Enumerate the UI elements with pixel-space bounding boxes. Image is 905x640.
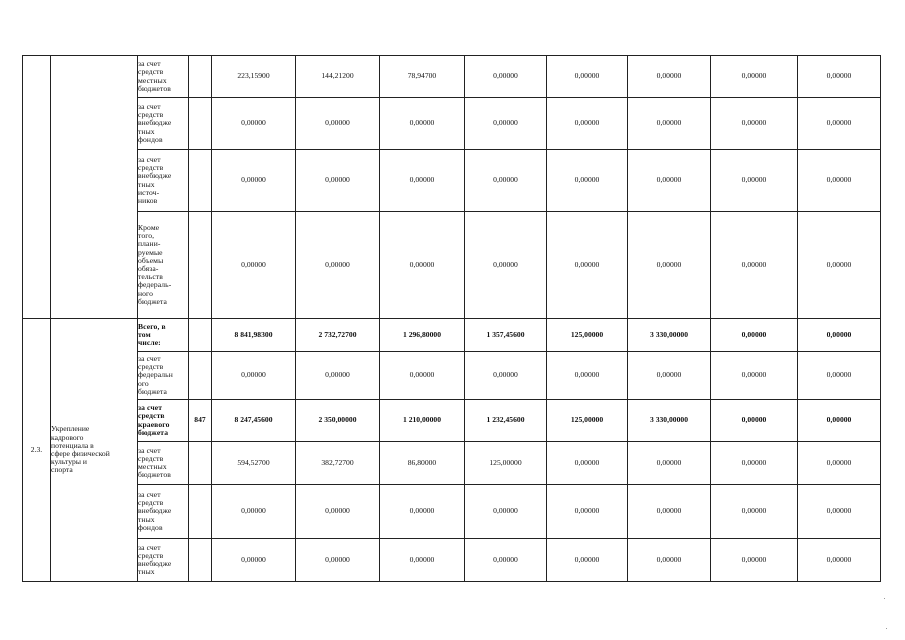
funding-source-line: бюджета: [138, 386, 168, 396]
budget-code: [189, 352, 212, 400]
amount-cell: 0,00000: [711, 352, 798, 400]
amount-cell: 0,00000: [296, 212, 380, 319]
amount-cell: 1 357,45600: [465, 319, 547, 352]
amount-cell: 0,00000: [628, 539, 711, 582]
amount-cell: 0,00000: [798, 56, 881, 98]
amount-cell: 78,94700: [380, 56, 465, 98]
amount-cell: 0,00000: [798, 319, 881, 352]
budget-code: 847: [189, 400, 212, 442]
amount-cell: 0,00000: [798, 539, 881, 582]
amount-cell: 2 350,00000: [296, 400, 380, 442]
amount-cell: 0,00000: [380, 150, 465, 212]
table-row: [23, 400, 881, 442]
funding-source-line: местных: [138, 462, 167, 471]
amount-cell: 382,72700: [296, 442, 380, 485]
funding-source-line: средств: [138, 110, 164, 120]
amount-cell: 125,00000: [465, 442, 547, 485]
funding-source-line: тных: [138, 179, 155, 189]
amount-cell: 0,00000: [296, 352, 380, 400]
amount-cell: 86,80000: [380, 442, 465, 485]
amount-cell: 0,00000: [465, 352, 547, 400]
amount-cell: 0,00000: [711, 485, 798, 539]
table-row: [23, 56, 881, 98]
funding-source: [138, 212, 189, 319]
funding-source-line: за счет: [138, 489, 161, 499]
table-row: [23, 539, 881, 582]
amount-cell: 0,00000: [628, 212, 711, 319]
amount-cell: 0,00000: [628, 442, 711, 485]
funding-source-line: обяза-: [138, 264, 159, 273]
amount-cell: 0,00000: [296, 485, 380, 539]
item-name-line: кадрового: [51, 432, 84, 442]
budget-code: [189, 485, 212, 539]
funding-source-line: средств: [138, 67, 164, 77]
funding-source-line: средств: [138, 362, 164, 372]
amount-cell: 0,00000: [547, 98, 628, 150]
funding-source-line: тных: [138, 567, 155, 577]
budget-code: [189, 98, 212, 150]
amount-cell: 0,00000: [798, 352, 881, 400]
amount-cell: 0,00000: [465, 212, 547, 319]
amount-cell: 1 210,00000: [380, 400, 465, 442]
amount-cell: 0,00000: [547, 150, 628, 212]
funding-source-line: федеральн: [138, 370, 173, 380]
amount-cell: 0,00000: [711, 539, 798, 582]
amount-cell: 0,00000: [380, 352, 465, 400]
item-number-cell: [23, 56, 51, 319]
amount-cell: 0,00000: [465, 98, 547, 150]
amount-cell: 0,00000: [711, 442, 798, 485]
funding-source-line: внебюдже: [138, 171, 172, 181]
amount-cell: 0,00000: [212, 212, 296, 319]
amount-cell: 125,00000: [547, 319, 628, 352]
amount-cell: 0,00000: [547, 212, 628, 319]
funding-source-line: за счет: [138, 353, 161, 363]
funding-source: [138, 400, 189, 442]
amount-cell: 3 330,00000: [628, 319, 711, 352]
amount-cell: 0,00000: [798, 400, 881, 442]
amount-cell: 0,00000: [465, 150, 547, 212]
funding-source-line: средств: [138, 411, 165, 421]
amount-cell: 0,00000: [711, 319, 798, 352]
amount-cell: 1 232,45600: [465, 400, 547, 442]
funding-source: [138, 150, 189, 212]
amount-cell: 223,15900: [212, 56, 296, 98]
funding-source-line: фондов: [138, 522, 163, 532]
funding-source-line: того,: [138, 231, 155, 241]
amount-cell: 0,00000: [628, 98, 711, 150]
amount-cell: 0,00000: [798, 212, 881, 319]
amount-cell: 144,21200: [296, 56, 380, 98]
amount-cell: 0,00000: [465, 485, 547, 539]
item-name: [51, 319, 138, 582]
funding-source-line: за счет: [138, 154, 161, 164]
amount-cell: 0,00000: [547, 485, 628, 539]
funding-source-line: источ-: [138, 187, 160, 197]
amount-cell: 0,00000: [212, 539, 296, 582]
funding-source-line: плани-: [138, 239, 161, 249]
amount-cell: 0,00000: [296, 98, 380, 150]
amount-cell: 0,00000: [547, 442, 628, 485]
budget-code: [189, 56, 212, 98]
amount-cell: 0,00000: [628, 150, 711, 212]
item-name-line: культуры и: [51, 457, 87, 467]
budget-code: [189, 442, 212, 485]
funding-source-line: бюджета: [138, 427, 169, 437]
amount-cell: 594,52700: [212, 442, 296, 485]
amount-cell: 125,00000: [547, 400, 628, 442]
funding-source-line: местных: [138, 75, 167, 85]
funding-source-line: тных: [138, 126, 155, 136]
amount-cell: 0,00000: [711, 150, 798, 212]
budget-table-body: [23, 56, 881, 582]
funding-source-line: бюджетов: [138, 83, 171, 93]
table-row: [23, 442, 881, 485]
funding-source-line: объемы: [138, 255, 164, 265]
funding-source: [138, 352, 189, 400]
funding-source-line: внебюдже: [138, 506, 172, 516]
amount-cell: 8 841,98300: [212, 319, 296, 352]
funding-source: [138, 98, 189, 150]
table-row: [23, 319, 881, 352]
table-row: [23, 98, 881, 150]
amount-cell: 3 330,00000: [628, 400, 711, 442]
budget-code: [189, 539, 212, 582]
amount-cell: 2 732,72700: [296, 319, 380, 352]
table-row: [23, 150, 881, 212]
funding-source: [138, 442, 189, 485]
funding-source-line: за счет: [138, 542, 161, 552]
item-number: 2.3.: [23, 319, 51, 582]
item-name-line: потенциала в: [51, 440, 94, 450]
amount-cell: 0,00000: [798, 98, 881, 150]
funding-source-line: тных: [138, 514, 155, 524]
amount-cell: 0,00000: [380, 539, 465, 582]
amount-cell: 0,00000: [547, 352, 628, 400]
amount-cell: 0,00000: [212, 98, 296, 150]
funding-source-line: бюджета: [138, 296, 168, 306]
amount-cell: 0,00000: [711, 212, 798, 319]
amount-cell: 0,00000: [628, 485, 711, 539]
funding-source-line: Всего, в: [138, 321, 166, 331]
funding-source-line: за счет: [138, 403, 163, 413]
budget-table: [22, 55, 881, 582]
amount-cell: 0,00000: [711, 400, 798, 442]
budget-code: [189, 212, 212, 319]
funding-source-line: внебюдже: [138, 118, 172, 128]
amount-cell: 0,00000: [798, 485, 881, 539]
amount-cell: 0,00000: [547, 539, 628, 582]
amount-cell: 0,00000: [380, 485, 465, 539]
scan-speck: [886, 628, 887, 629]
amount-cell: 0,00000: [380, 98, 465, 150]
funding-source-line: за счет: [138, 59, 161, 69]
item-name-line: спорта: [51, 465, 73, 475]
table-row: [23, 485, 881, 539]
amount-cell: 0,00000: [628, 56, 711, 98]
funding-source-line: руемые: [138, 247, 163, 257]
funding-source-line: ников: [138, 195, 158, 205]
funding-source-line: том: [138, 329, 151, 339]
budget-code: [189, 319, 212, 352]
amount-cell: 0,00000: [711, 56, 798, 98]
amount-cell: 0,00000: [212, 150, 296, 212]
amount-cell: 0,00000: [798, 150, 881, 212]
scan-speck: [884, 598, 885, 599]
funding-source-line: краевого: [138, 419, 170, 429]
funding-source-line: средств: [138, 498, 164, 508]
funding-source-line: числе:: [138, 338, 161, 348]
funding-source: [138, 485, 189, 539]
item-name-line: Укрепление: [51, 424, 90, 434]
table-row: [23, 352, 881, 400]
amount-cell: 0,00000: [380, 212, 465, 319]
funding-source: [138, 319, 189, 352]
funding-source-line: средств: [138, 453, 164, 463]
funding-source: [138, 56, 189, 98]
amount-cell: 8 247,45600: [212, 400, 296, 442]
amount-cell: 0,00000: [465, 56, 547, 98]
item-name-cell: [51, 56, 138, 319]
funding-source-line: федераль-: [138, 280, 172, 290]
amount-cell: 0,00000: [628, 352, 711, 400]
amount-cell: 0,00000: [296, 150, 380, 212]
funding-source-line: фондов: [138, 134, 163, 144]
amount-cell: 0,00000: [212, 352, 296, 400]
funding-source-line: внебюдже: [138, 559, 172, 568]
funding-source-line: за счет: [138, 445, 161, 455]
funding-source-line: ного: [138, 288, 153, 298]
funding-source-line: средств: [138, 550, 164, 560]
funding-source-line: средств: [138, 163, 164, 173]
amount-cell: 0,00000: [798, 442, 881, 485]
funding-source: [138, 539, 189, 582]
amount-cell: 0,00000: [212, 485, 296, 539]
funding-source-line: Кроме: [138, 222, 160, 232]
amount-cell: 0,00000: [711, 98, 798, 150]
funding-source-line: тельств: [138, 272, 163, 282]
item-name-line: сфере физической: [51, 449, 110, 458]
amount-cell: 0,00000: [465, 539, 547, 582]
amount-cell: 0,00000: [547, 56, 628, 98]
funding-source-line: бюджетов: [138, 470, 171, 480]
funding-source-line: за счет: [138, 101, 161, 111]
amount-cell: 1 296,80000: [380, 319, 465, 352]
amount-cell: 0,00000: [296, 539, 380, 582]
budget-code: [189, 150, 212, 212]
funding-source-line: ого: [138, 378, 149, 388]
table-row: [23, 212, 881, 319]
